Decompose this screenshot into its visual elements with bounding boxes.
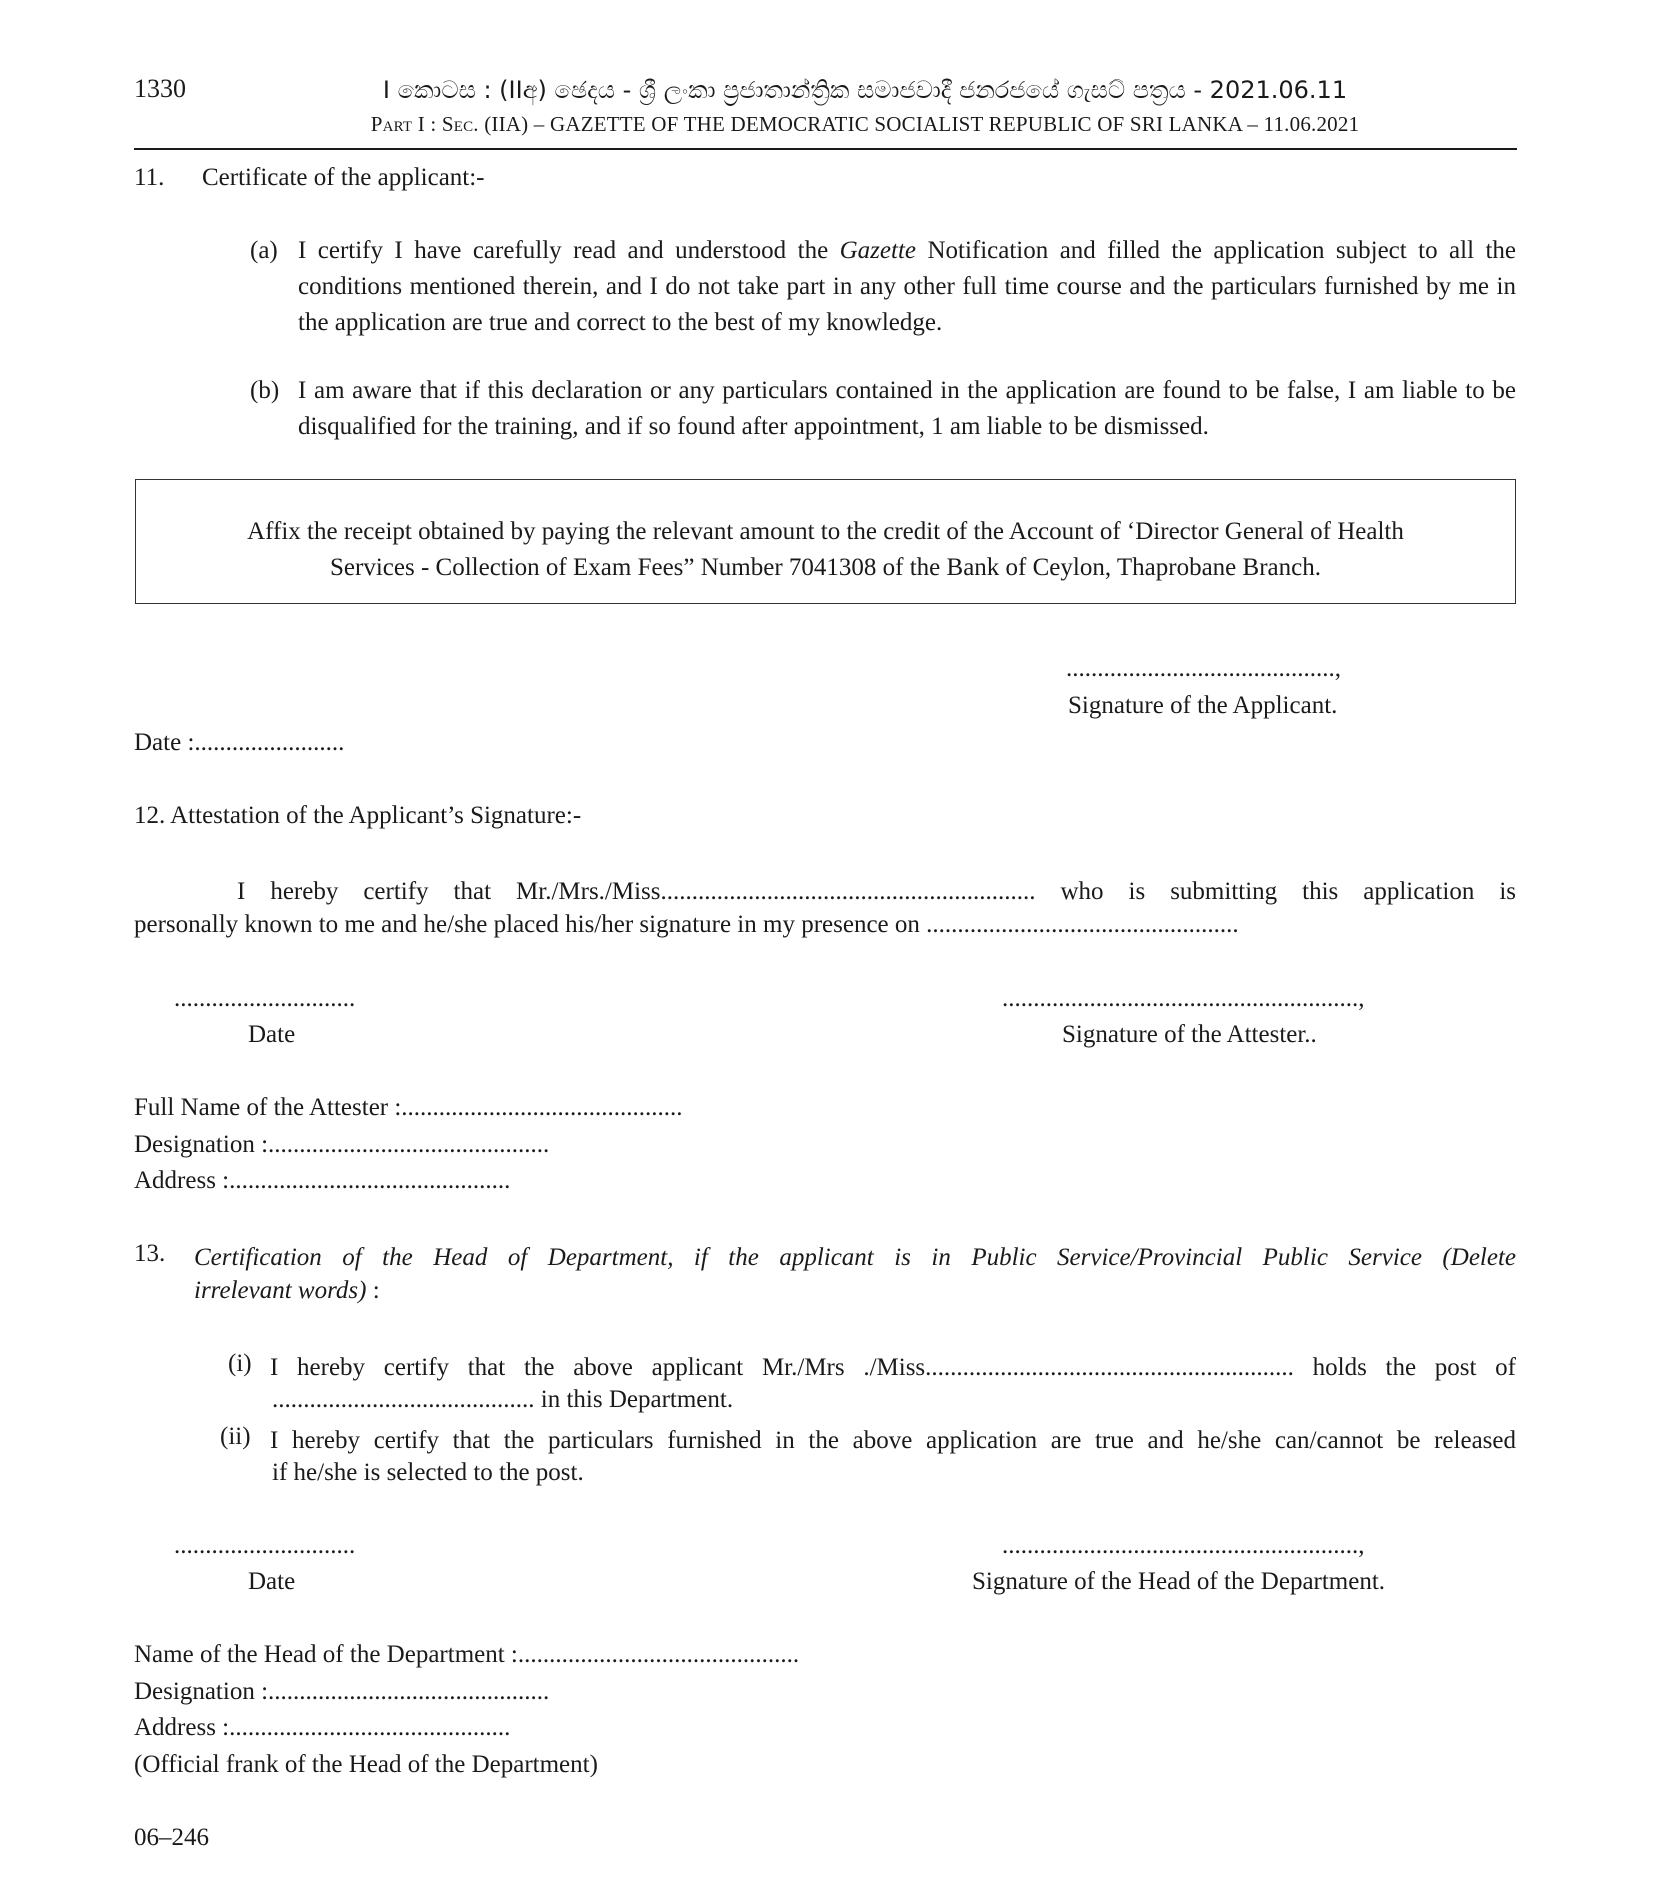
attestation-line-1: I hereby certify that Mr./Mrs./Miss............................................................ who is submitting this application is: [237, 878, 1516, 905]
clause-13i-line-1: I hereby certify that the above applicant Mr./Mrs ./Miss........................................................... holds the post of: [270, 1354, 1516, 1381]
attestation-line-2: personally known to me and he/she placed his/her signature in my presence on ..................................................: [134, 911, 1239, 938]
applicant-date: Date :........................: [134, 729, 345, 756]
attester-designation: Designation :.............................................: [134, 1131, 550, 1158]
clause-11b-label: (b): [250, 377, 280, 404]
attester-date-line: .............................: [174, 985, 356, 1012]
hod-name: Name of the Head of the Department :.............................................: [134, 1641, 800, 1668]
attester-full-name: Full Name of the Attester :.............................................: [134, 1094, 683, 1121]
hod-signature-label: Signature of the Head of the Department.: [972, 1568, 1386, 1595]
attester-date-label: Date: [248, 1021, 296, 1048]
receipt-box: [135, 479, 1516, 604]
gazette-part-label: Part I : Sec.: [370, 112, 479, 136]
section-12-heading: 12. Attestation of the Applicant’s Signature:-: [134, 802, 582, 829]
footer-code: 06–246: [134, 1824, 209, 1851]
attester-address: Address :.............................................: [134, 1167, 511, 1194]
section-11-heading: Certificate of the applicant:-: [202, 164, 485, 191]
clause-11b-text: I am aware that if this declaration or any particulars contained in the application are found to be false, I am liable to be disqualified for the training, and if so found after appointment, 1 am liable to be dismissed.: [298, 377, 1516, 440]
receipt-line-1: Affix the receipt obtained by paying the relevant amount to the credit of the Account of ‘Director General of Health: [247, 518, 1404, 545]
hod-signature-line: .........................................................,: [1002, 1532, 1365, 1559]
applicant-signature-line: ...........................................,: [1066, 655, 1341, 682]
clause-13ii-line-2: if he/she is selected to the post.: [272, 1459, 584, 1486]
clause-13i-label: (i): [228, 1350, 252, 1377]
hod-date-label: Date: [248, 1568, 296, 1595]
applicant-signature-label: Signature of the Applicant.: [1068, 692, 1338, 719]
hod-official-frank: (Official frank of the Head of the Department): [134, 1751, 598, 1778]
gazette-title-sinhala: I කොටස : (IIඅ) ඡෙදය - ශ්‍රී ලංකා ප්‍රජාතාන්ත්‍රික සමාජවාදී ජනරජයේ ගැසට් පත්‍රය - 2021.06.11: [382, 76, 1348, 104]
clause-11a: [250, 233, 1516, 341]
header-rule: [134, 148, 1517, 150]
receipt-line-2: Services - Collection of Exam Fees” Number 7041308 of the Bank of Ceylon, Thaprobane Branch.: [330, 554, 1321, 581]
section-13-heading-line-1: Certification of the Head of Department, if the applicant is in Public Service/Provincial Public Service (Delete: [194, 1244, 1516, 1271]
clause-13ii-line-1: I hereby certify that the particulars furnished in the above application are true and he/she can/cannot be released: [270, 1427, 1516, 1454]
clause-11a-text: I certify I have carefully read and understood the Gazette Notification and filled the application subject to all the conditions mentioned therein, and I do not take part in any other full time course and the particulars furnished by me in the application are true and correct to the best of my knowledge.: [298, 237, 1517, 336]
page-number: 1330: [134, 74, 186, 103]
attester-signature-line: .........................................................,: [1002, 985, 1365, 1012]
hod-address: Address :.............................................: [134, 1714, 511, 1741]
hod-designation: Designation :.............................................: [134, 1678, 550, 1705]
gazette-title-rest: (IIA) – GAZETTE OF THE DEMOCRATIC SOCIALIST REPUBLIC OF SRI LANKA – 11.06.2021: [484, 112, 1360, 136]
clause-13ii-label: (ii): [220, 1423, 251, 1450]
gazette-title-english: [330, 112, 1400, 137]
hod-date-line: .............................: [174, 1532, 356, 1559]
section-11-number: 11.: [134, 164, 165, 191]
clause-13i-line-2: .......................................... in this Department.: [272, 1386, 734, 1413]
attester-signature-label: Signature of the Attester..: [1062, 1021, 1317, 1048]
section-13-heading-line-2: irrelevant words) :: [194, 1277, 380, 1304]
section-13-number: 13.: [134, 1240, 166, 1267]
clause-11a-label: (a): [250, 237, 278, 264]
clause-11b: [250, 373, 1516, 445]
